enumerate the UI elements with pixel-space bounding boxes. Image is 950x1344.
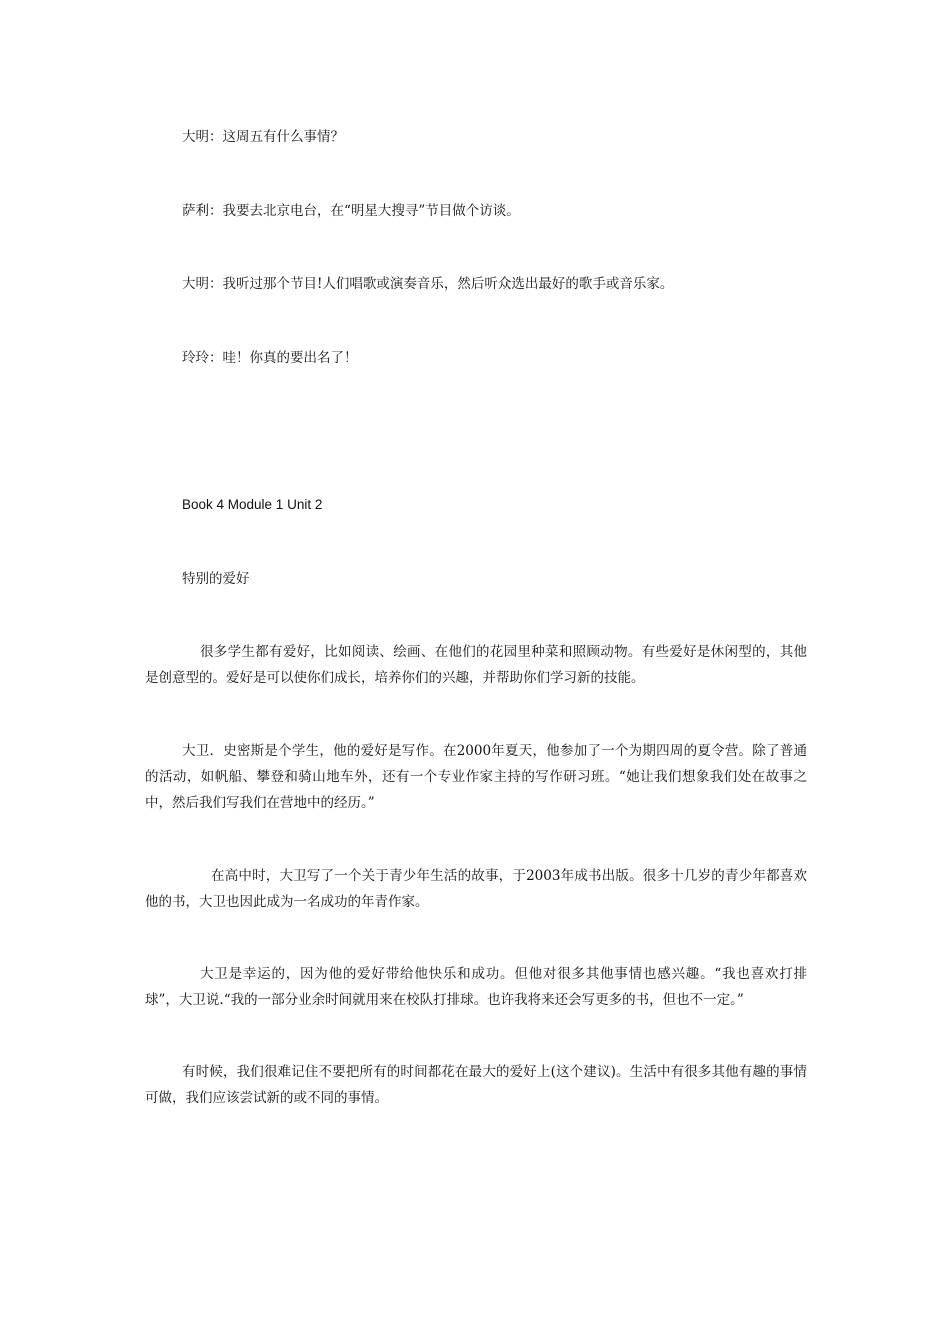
paragraph-text: 大卫是幸运的，因为他的爱好带给他快乐和成功。但他对很多其他事情也感兴趣。“我也喜欢打排球”，大卫说.“我的一部分业余时间就用来在校队打排球。也许我将来还会写更多的书，但也不一定。”: [145, 966, 807, 1008]
paragraph-text: 有时候，我们很难记住不要把所有的时间都花在最大的爱好上(这个建议)。生活中有很多其他有趣的事情可做，我们应该尝试新的或不同的事情。: [145, 1064, 807, 1106]
article-title: 特别的爱好: [182, 571, 250, 587]
paragraph-text: 大卫．史密斯是个学生，他的爱好是写作。在2000年夏天，他参加了一个为期四周的夏令营。除了普通的活动，如帆船、攀登和骑山地车外，还有一个专业作家主持的写作研习班。“她让我们想象我们处在故事之中，然后我们写我们在营地中的经历。”: [145, 743, 807, 811]
dialogue-line-lingling: 玲玲：哇！你真的要出名了！: [182, 350, 358, 366]
paragraph-david-summer-camp: [145, 738, 807, 816]
paragraph-text: 很多学生都有爱好，比如阅读、绘画、在他们的花园里种菜和照顾动物。有些爱好是休闲型的，其他是创意型的。爱好是可以使你们成长，培养你们的兴趣，并帮助你们学习新的技能。: [145, 644, 807, 686]
paragraph-david-book: [145, 863, 807, 915]
section-heading: Book 4 Module 1 Unit 2: [182, 497, 323, 512]
paragraph-text: 在高中时，大卫写了一个关于青少年生活的故事，于2003年成书出版。很多十几岁的青少年都喜欢他的书，大卫也因此成为一名成功的年青作家。: [145, 868, 807, 910]
dialogue-line-daming-2: 大明：我听过那个节目!人们唱歌或演奏音乐，然后听众选出最好的歌手或音乐家。: [182, 276, 674, 292]
dialogue-line-sally: 萨利：我要去北京电台，在“明星大搜寻”节目做个访谈。: [182, 203, 520, 219]
dialogue-line-daming-1: 大明：这周五有什么事情？: [182, 129, 344, 145]
paragraph-hobbies-intro: [145, 639, 807, 691]
paragraph-advice: [145, 1059, 807, 1111]
paragraph-david-volleyball: [145, 961, 807, 1013]
